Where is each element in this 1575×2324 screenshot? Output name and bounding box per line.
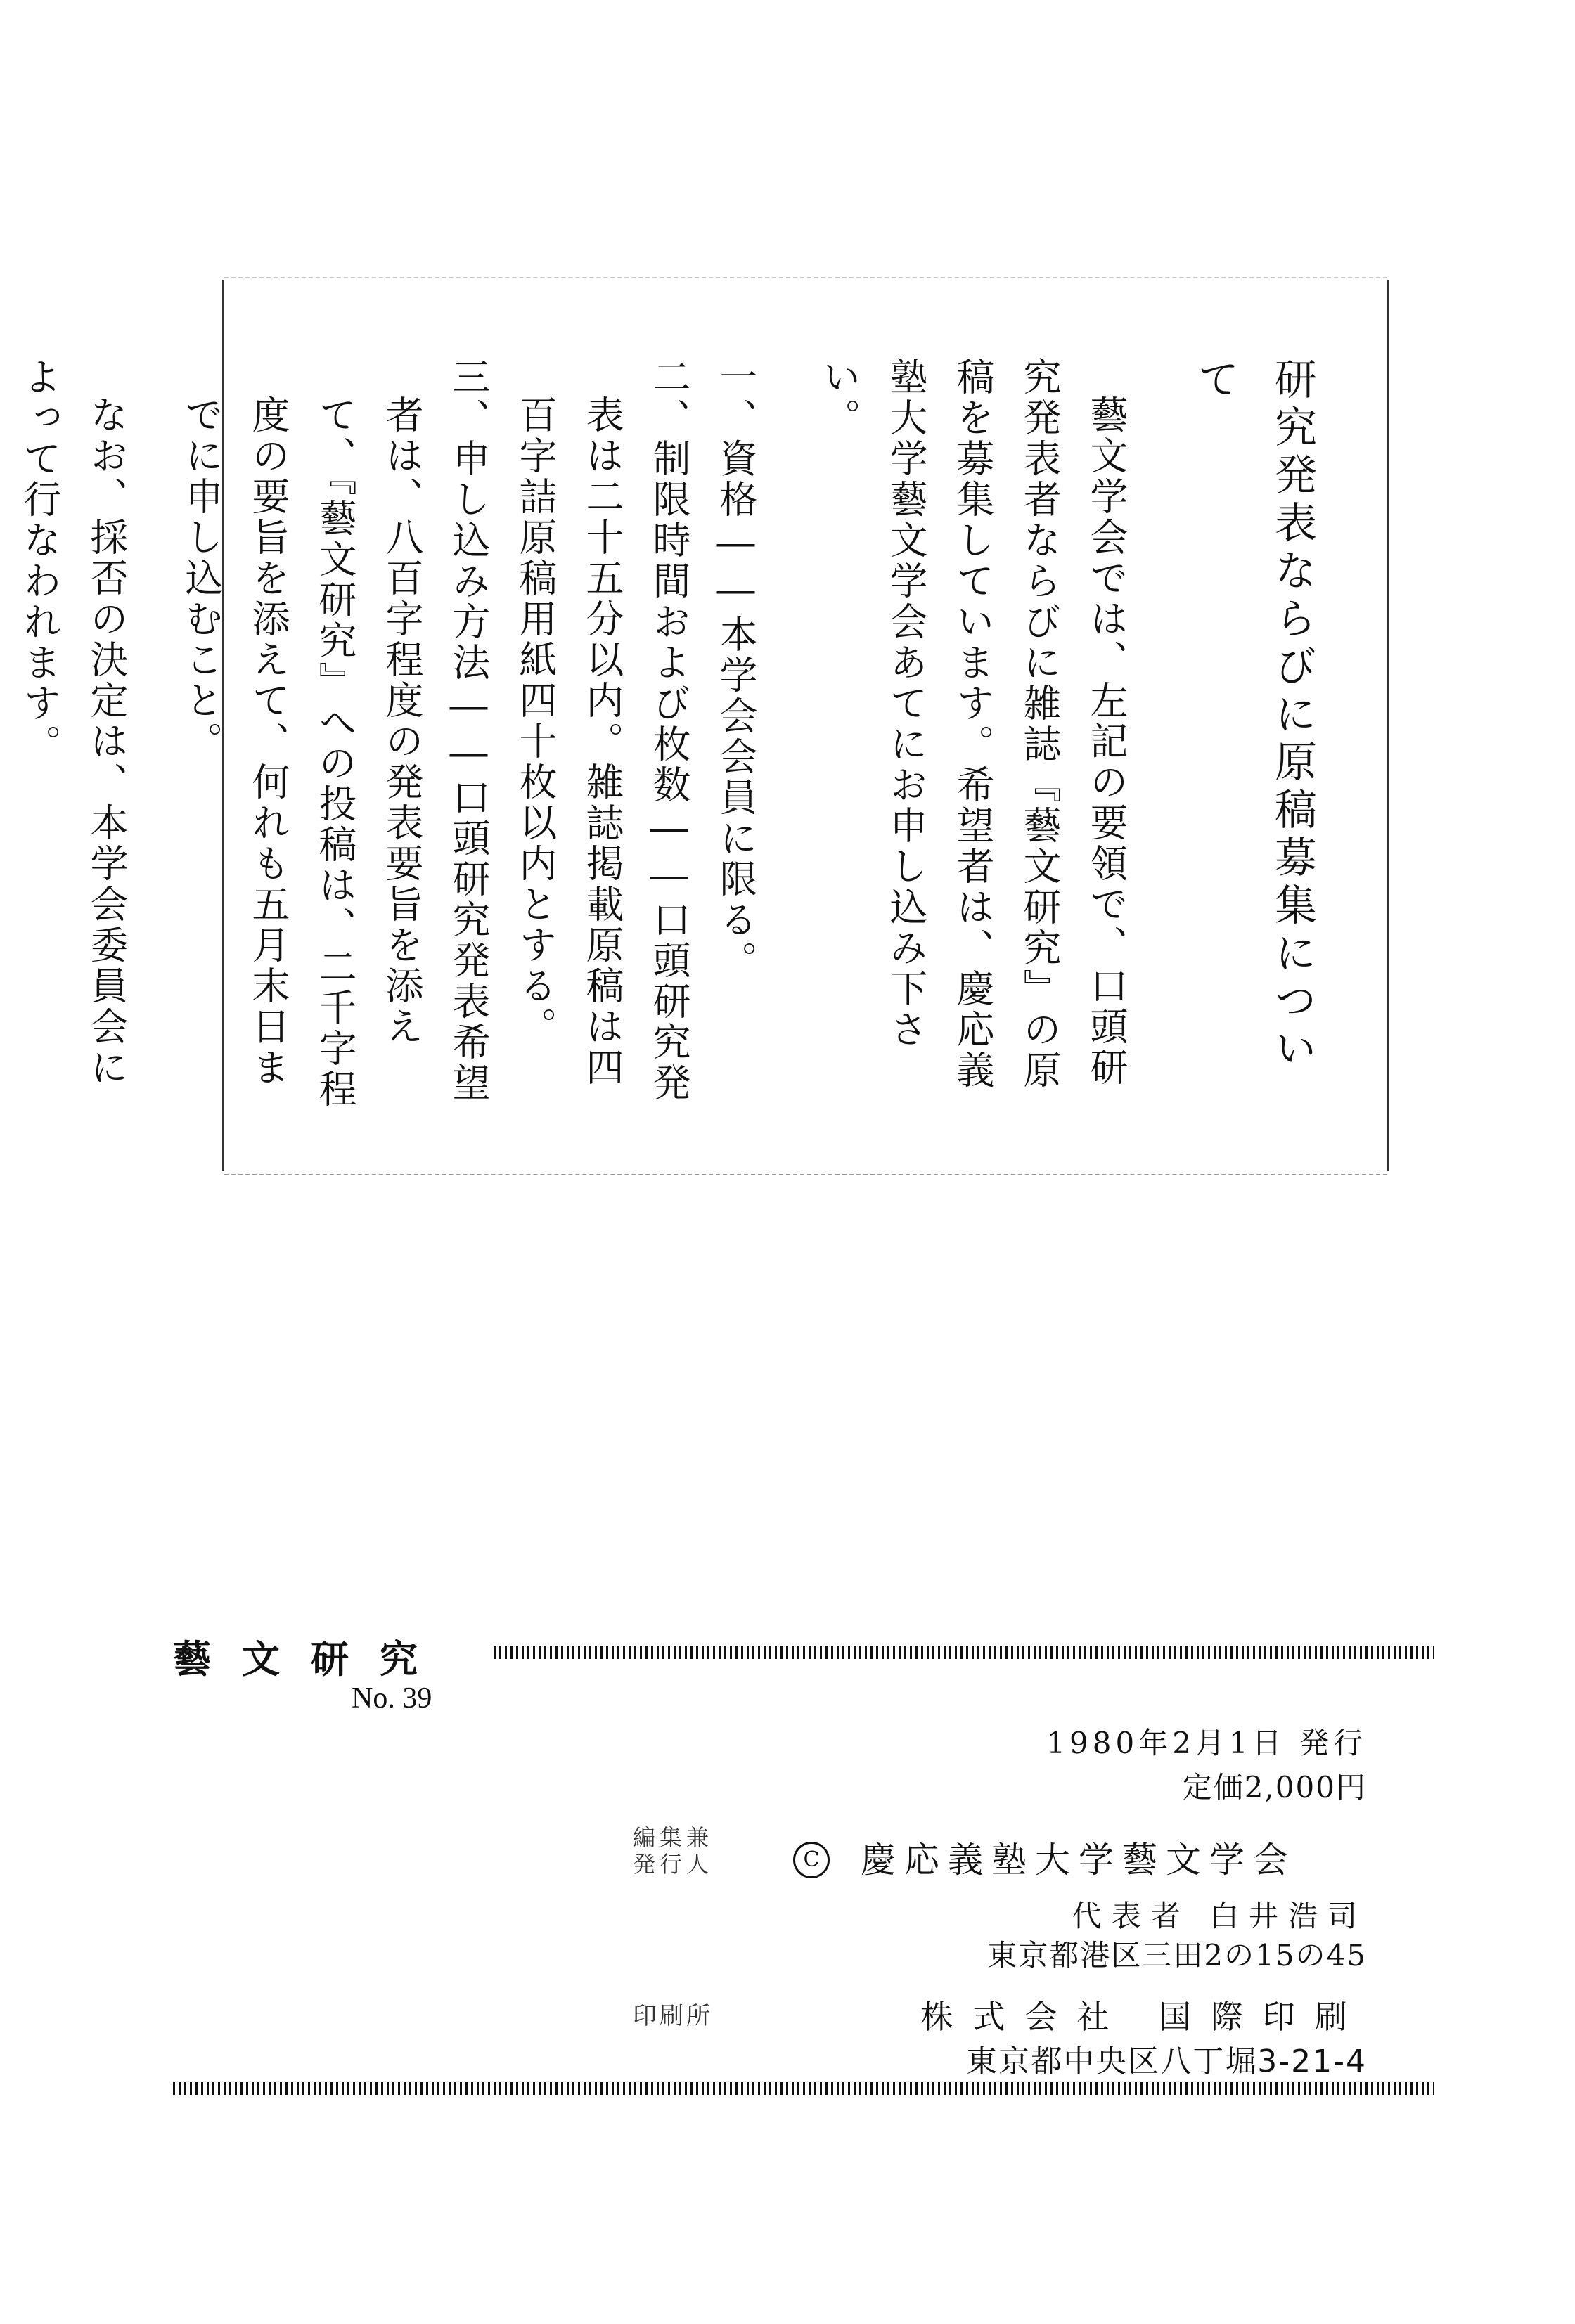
notice-closing: なお、採否の決定は、本学会委員会によって行なわれます。 — [18, 357, 129, 1088]
publisher-address: 東京都港区三田2の15の45 — [987, 1938, 1367, 1973]
publisher-label-line-2: 発行人 — [633, 1851, 714, 1878]
footer-rule — [173, 2082, 1434, 2095]
publisher-label — [633, 1824, 713, 1878]
publisher-name-line — [793, 1832, 1297, 1883]
printer-name: 株式会社 国際印刷 — [920, 1998, 1367, 2036]
notice-box — [18, 280, 1389, 1171]
box-top-rule — [224, 277, 1387, 278]
journal-title: 藝文研究 — [173, 1637, 449, 1681]
printer-address: 東京都中央区八丁堀3-21-4 — [966, 2044, 1367, 2079]
masthead-rule — [494, 1646, 1434, 1659]
publisher-name: 慶応義塾大学藝文学会 — [861, 1840, 1297, 1880]
publisher-label-line-1: 編集兼 — [633, 1824, 714, 1851]
publication-date: 1980年2月1日 発行 — [1046, 1726, 1367, 1760]
printer-label: 印刷所 — [633, 2002, 713, 2030]
copyright-icon: C — [793, 1842, 830, 1878]
notice-item-limits: 二、制限時間および枚数――口頭研究発表は二十五分以内。雑誌掲載原稿は四百字詰原稿用紙四十枚以内とする。 — [513, 357, 691, 1104]
notice-item-application: 三、申し込み方法――口頭研究発表希望者は、八百字程度の発表要旨を添えて、『藝文研究』への投稿は、二千字程度の要旨を添えて、何れも五月末日までに申し込むこと。 — [179, 357, 491, 1110]
issue-number: No. 39 — [352, 1682, 432, 1715]
notice-lead: 藝文学会では、左記の要領で、口頭研究発表者ならびに雑誌『藝文研究』の原稿を募集しています。希望者は、慶応義塾大学藝文学会あてにお申し込み下さい。 — [817, 357, 1129, 1091]
representative: 代表者 白井浩司 — [1072, 1899, 1367, 1933]
price: 定価2,000円 — [1182, 1770, 1367, 1805]
notice-text — [6, 357, 1331, 1116]
notice-item-eligibility: 一、資格――本学会会員に限る。 — [714, 357, 758, 981]
box-bottom-rule — [224, 1174, 1387, 1175]
notice-title: 研究発表ならびに原稿募集について — [1190, 357, 1317, 1074]
